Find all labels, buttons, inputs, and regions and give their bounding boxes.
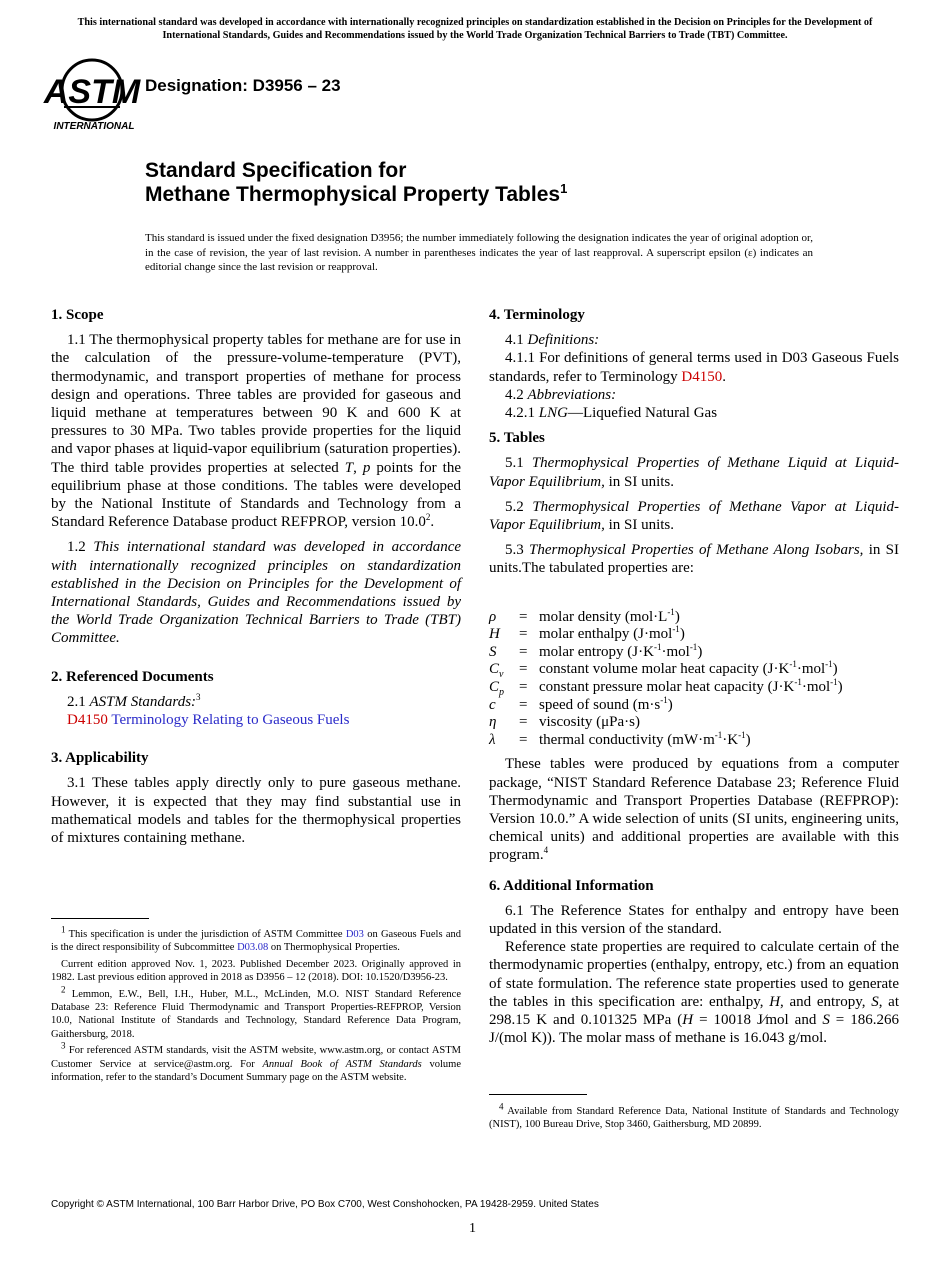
para-1-1: 1.1 The thermophysical property tables for methane are for use in the calculation of the pressure-volume-temperature (PVT), thermodynamic, and transport properties of methane for process design and operations. Three tables are provided for gaseous and liquid methane at temperatures between 90 K and 600 K at pressures to 30 MPa. Two tables provide properties for the liquid and vapor phases at liquid-vapor equilibrium (saturation properties). The third table provides properties at selected T, p points for the equilibrium phase at those conditions. The tables were developed by the National Institute of Standards and Technology from a Standard Reference Database product REFPROP, version 10.0$^2$. xyxy=(51,332,461,531)
footnote-4: $^4$ Available from Standard Reference Data, National Institute of Standards and Technology (NIST), 100 Bureau Drive, Stop 3460, Gaithersburg, MD 20899. xyxy=(489,1101,899,1131)
symbol-description: constant pressure molar heat capacity $(J\cdot K^{-1}\cdot mol^{-1})$ xyxy=(539,677,843,696)
para-4-1-1: 4.1.1 For definitions of general terms used in D03 Gaseous Fuels standards, refer to Terminology D4150. xyxy=(489,350,899,385)
ref-d4150-inline[interactable]: D4150 xyxy=(681,368,723,385)
title-line-1: Standard Specification for xyxy=(145,159,407,182)
symbol-description: molar enthalpy (J·mol$^{-1}$) xyxy=(539,624,685,643)
page-title xyxy=(145,159,567,207)
equals-sign: = xyxy=(519,626,528,643)
title-line-2: Methane Thermophysical Property Tables$^1$ xyxy=(145,181,568,206)
symbol-description: constant volume molar heat capacity $(J\cdot K^{-1}\cdot mol^{-1})$ xyxy=(539,659,838,678)
footnote-1: $^1$ This specification is under the jurisdiction of ASTM Committee D03 on Gaseous Fuels and is the direct responsibility of Subcommittee D03.08 on Thermophysical Properties. xyxy=(51,924,461,954)
symbol-list xyxy=(489,606,899,750)
link-d03[interactable]: D03 xyxy=(345,929,364,940)
equals-sign: = xyxy=(519,731,528,748)
left-column xyxy=(51,306,461,847)
footnotes-right xyxy=(489,1101,899,1132)
ref-d4150[interactable] xyxy=(51,711,461,729)
symbol-description: thermal conductivity $(mW\cdot m^{-1}\cdot K^{-1})$ xyxy=(539,729,751,748)
para-4-1: 4.1 Definitions: xyxy=(505,332,600,349)
equals-sign: = xyxy=(519,661,528,678)
section-3-heading: 3. Applicability xyxy=(51,750,149,767)
symbol: η xyxy=(489,714,497,731)
para-4-2-1: 4.2.1 LNG—Liquefied Natural Gas xyxy=(505,405,718,422)
equals-sign: = xyxy=(519,608,528,625)
astm-logo-icon xyxy=(43,57,141,133)
symbol-row xyxy=(489,641,899,662)
symbol: c xyxy=(489,696,496,713)
equals-sign: = xyxy=(519,643,528,660)
para-3-1: 3.1 These tables apply directly only to pure gaseous methane. However, it is expected that they may find substantial use in mathematical models and tables for the thermophysical properties of mixtures containing methane. xyxy=(51,775,461,847)
symbol: $C_p$ xyxy=(489,679,505,699)
svg-text:INTERNATIONAL: INTERNATIONAL xyxy=(53,121,135,132)
symbol-description: molar density $(mol\cdot L^{-1})$ xyxy=(539,606,680,625)
symbol-description: speed of sound $(m\cdot s^{-1})$ xyxy=(539,694,673,713)
svg-text:ASTM: ASTM xyxy=(43,73,141,111)
symbol: ρ xyxy=(489,608,497,625)
para-produced: These tables were produced by equations from a computer package, “NIST Standard Reference Database 23; Reference Fluid Thermodynamic and Transport Properties Database (REFPROP): Version 10.0.” A wide selection of units (SI units, engineering units, chemical units) and additional properties are available with this program.$^4$ xyxy=(489,756,899,864)
para-5-3: 5.3 Thermophysical Properties of Methane Along Isobars, in SI units.The tabulated properties are: xyxy=(489,542,899,577)
symbol-row xyxy=(489,714,899,732)
page-number: 1 xyxy=(469,1221,476,1236)
section-2-heading: 2. Referenced Documents xyxy=(51,668,214,685)
ref-d4150-code[interactable]: D4150 xyxy=(67,712,108,729)
right-column xyxy=(489,306,899,1047)
footnotes-left xyxy=(51,924,461,1084)
section-6-heading: 6. Additional Information xyxy=(489,877,654,894)
equals-sign: = xyxy=(519,714,528,731)
symbol: λ xyxy=(489,731,496,748)
symbol: S xyxy=(489,643,497,660)
symbol-description: viscosity (μPa·s) xyxy=(539,714,640,731)
symbol-row xyxy=(489,606,899,627)
symbol: $C_v$ xyxy=(489,661,504,681)
title-footnote-mark: 1 xyxy=(560,181,568,196)
issued-note: This standard is issued under the fixed designation D3956; the number immediately following the designation indicates the year of original adoption or, in the case of revision, the year of last revision. A number in parentheses indicates the year of last reapproval. A superscript epsilon (ε) indicates an editorial change since the last revision or reapproval. xyxy=(145,232,813,273)
equals-sign: = xyxy=(519,696,528,713)
para-4-2: 4.2 Abbreviations: xyxy=(505,386,617,403)
para-6-reference-states: Reference state properties are required to calculate certain of the thermodynamic properties (enthalpy, entropy, etc.) from an equation of state formulation. The reference state properties used to generate the tables in this specification are: enthalpy, H, and entropy, S, at 298.15 K and 0.101325 MPa (H = 10018 J⁄mol and S = 186.266 J/(mol K)). The molar mass of methane is 16.043 g/mol. xyxy=(489,939,899,1047)
footnote-3: $^3$ For referenced ASTM standards, visit the ASTM website, www.astm.org, or contact ASTM Customer Service at service@astm.org. For Annual Book of ASTM Standards volume information, refer to the standard’s Document Summary page on the ASTM website. xyxy=(51,1040,461,1084)
symbol-description: molar entropy $(J\cdot K^{-1}\cdot mol^{-1})$ xyxy=(539,641,703,660)
link-d03-08[interactable]: D03.08 xyxy=(237,942,269,954)
section-5-heading: 5. Tables xyxy=(489,430,545,447)
equals-sign: = xyxy=(519,679,528,696)
section-4-heading: 4. Terminology xyxy=(489,307,585,323)
section-1-heading: 1. Scope xyxy=(51,307,104,323)
footnote-2: $^2$ Lemmon, E.W., Bell, I.H., Huber, M.L., McLinden, M.O. NIST Standard Reference Database 23: Reference Fluid Thermodynamic and Transport Properties-REFPROP, Version 10.0, National Institute of Standards and Technology, Standard Reference Data Program, Gaithersburg, 2018. xyxy=(51,984,461,1040)
symbol: H xyxy=(489,626,500,643)
para-6-1: 6.1 The Reference States for enthalpy and entropy have been updated in this version of the standard. xyxy=(489,902,899,938)
designation: Designation: D3956 – 23 xyxy=(145,76,341,95)
footnote-1-edition: Current edition approved Nov. 1, 2023. Published December 2023. Originally approved in 1982. Last previous edition approved in 2018 as D3956 – 12 (2018). DOI: 10.1520/D3956-23. xyxy=(51,958,461,984)
symbol-row xyxy=(489,694,899,715)
footnote-rule-right xyxy=(489,1094,587,1095)
ref-d4150-title[interactable]: Terminology Relating to Gaseous Fuels xyxy=(107,712,350,729)
copyright: Copyright © ASTM International, 100 Barr Harbor Drive, PO Box C700, West Conshohocken, PA 19428-2959. United States xyxy=(51,1199,599,1210)
symbol-row xyxy=(489,679,899,697)
trade-notice: This international standard was developed in accordance with internationally recognized principles on standardization established in the Decision on Principles for the Development of International Standards, Guides and Recommendations issued by the World Trade Organization Technical Barriers to Trade (TBT) Committee. xyxy=(77,17,873,41)
para-5-2: 5.2 Thermophysical Properties of Methane Vapor at Liquid-Vapor Equilibrium, in SI units. xyxy=(489,498,900,534)
para-5-1: 5.1 Thermophysical Properties of Methane Liquid at Liquid-Vapor Equilibrium, in SI units. xyxy=(489,455,899,490)
para-2-1: 2.1 ASTM Standards:$^3$ xyxy=(67,691,201,710)
para-1-2: 1.2 This international standard was developed in accordance with internationally recognized principles on standardization established in the Decision on Principles for the Development of International Standards, Guides and Recommendations issued by the World Trade Organization Technical Barriers to Trade (TBT) Committee. xyxy=(51,539,462,647)
footnote-rule-left xyxy=(51,918,149,919)
symbol-row xyxy=(489,729,899,750)
astm-logo xyxy=(43,57,141,133)
